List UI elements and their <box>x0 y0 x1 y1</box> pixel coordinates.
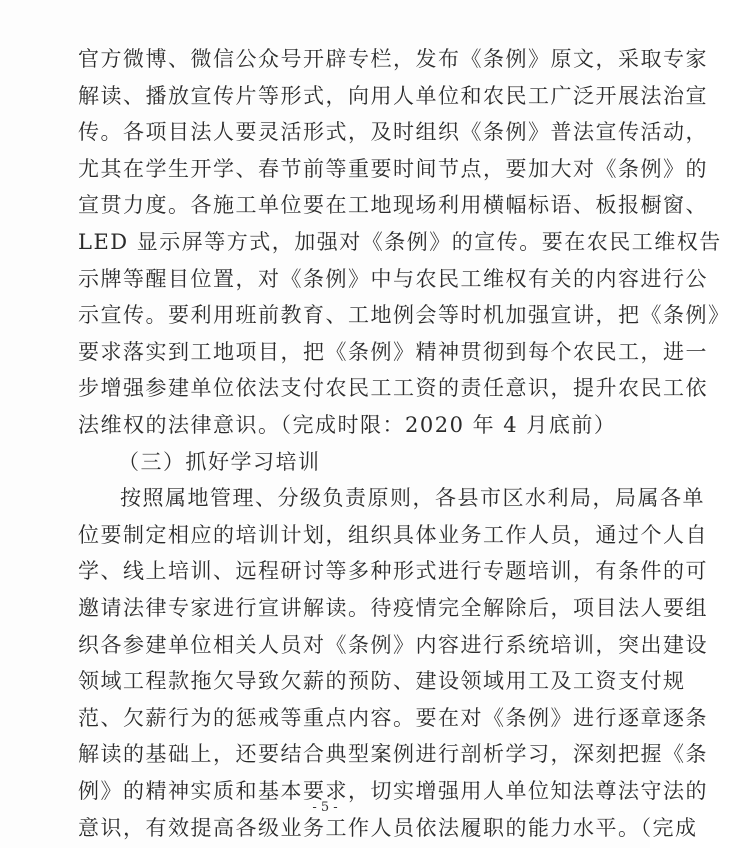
paragraph-line: 例》的精神实质和基本要求，切实增强用人单位知法尊法守法的 <box>78 779 708 803</box>
paragraph-line: 传。各项目法人要灵活形式，及时组织《条例》普法宣传活动， <box>78 120 708 145</box>
paragraph-line: 意识，有效提高各级业务工作人员依法履职的能力水平。（完成 <box>78 815 698 840</box>
paragraph-line: 要求落实到工地项目，把《条例》精神贯彻到每个农民工，进一 <box>78 339 708 364</box>
paragraph-line: 解读、播放宣传片等形式，向用人单位和农民工广泛开展法治宣 <box>78 83 708 108</box>
paragraph-line: 位要制定相应的培训计划，组织具体业务工作人员，通过个人自 <box>78 522 708 547</box>
paragraph-line: 学、线上培训、远程研讨等多种形式进行专题培训，有条件的可 <box>78 559 708 584</box>
paragraph-line: 领域工程款拖欠导致欠薪的预防、建设领域用工及工资支付规 <box>78 669 686 694</box>
paragraph-line: 示牌等醒目位置，对《条例》中与农民工维权有关的内容进行公 <box>78 266 708 291</box>
paragraph-line: 邀请法律专家进行宣讲解读。待疫情完全解除后，项目法人要组 <box>78 596 708 620</box>
page-number: - 5 - <box>312 800 338 815</box>
paragraph-line: 步增强参建单位依法支付农民工工资的责任意识，提升农民工依 <box>78 376 708 401</box>
paragraph-line: 解读的基础上，还要结合典型案例进行剖析学习，深刻把握《条 <box>78 742 708 767</box>
paragraph-line: 尤其在学生开学、春节前等重要时间节点，要加大对《条例》的 <box>78 156 708 181</box>
paragraph-line: 织各参建单位相关人员对《条例》内容进行系统培训，突出建设 <box>78 632 708 657</box>
paragraph-line: 示宣传。要利用班前教育、工地例会等时机加强宣讲，把《条例》 <box>78 303 731 328</box>
paragraph-line: 范、欠薪行为的惩戒等重点内容。要在对《条例》进行逐章逐条 <box>78 705 708 730</box>
paragraph-line: 法维权的法律意识。（完成时限：2020 年 4 月底前） <box>78 413 617 437</box>
section-heading: （三）抓好学习培训 <box>118 449 321 474</box>
paragraph-line: 官方微博、微信公众号开辟专栏，发布《条例》原文，采取专家 <box>78 47 708 71</box>
paragraph-line: 宣贯力度。各施工单位要在工地现场利用横幅标语、板报橱窗、 <box>78 193 708 218</box>
paragraph-line: 按照属地管理、分级负责原则，各县市区水利局，局属各单 <box>120 486 705 511</box>
paragraph-line: LED 显示屏等方式，加强对《条例》的宣传。要在农民工维权告 <box>78 230 722 254</box>
